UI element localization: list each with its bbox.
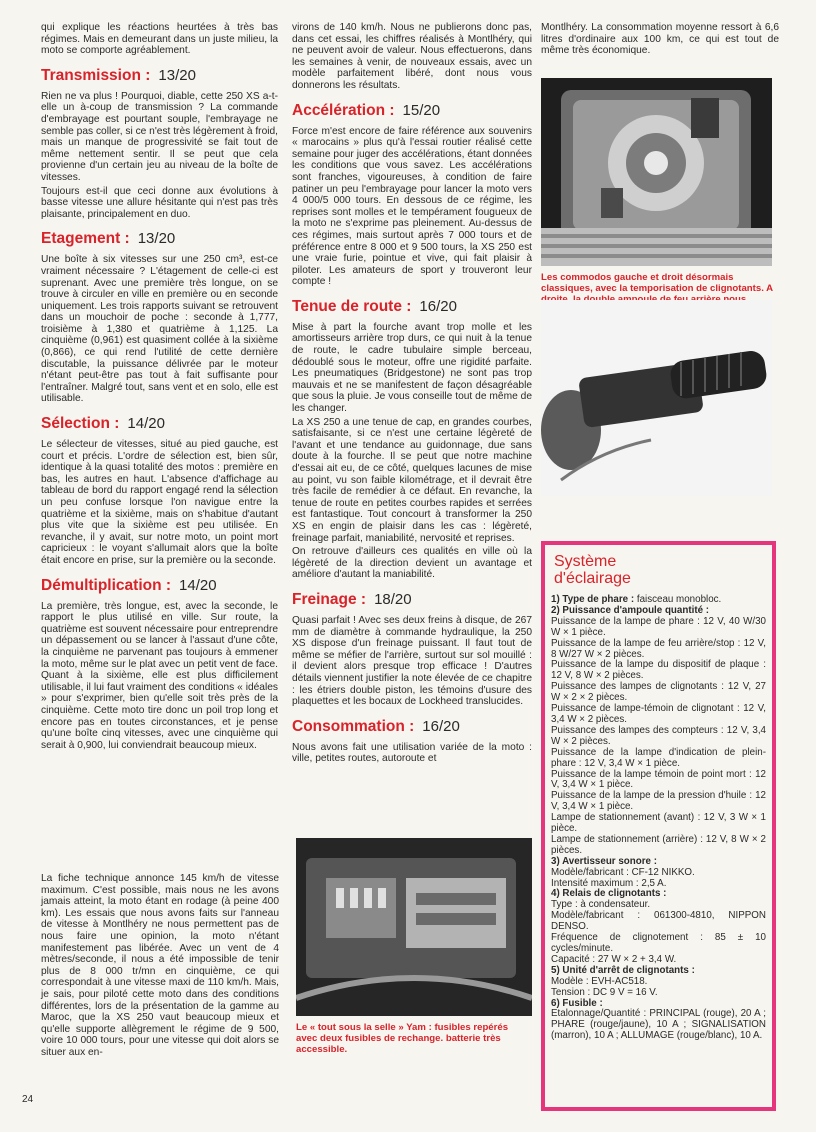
lighting-title-line-2: d'éclairage [554,570,631,587]
acceleration-score: 15/20 [402,101,441,119]
spec-line: Puissance de la lampe de phare : 12 V, 40 W/30 W × 1 pièce. [551,615,766,638]
tenue-para-2: La XS 250 a une tenue de cap, en grandes courbes, satisfaisante, si ce n'est une certaine légèreté de l'avant et une tendance au guidonnage, due sans doute à la fourche. Il se peut que notre machine d'essai ait eu, de ce côté, quelques lacunes de mise au point, vu son faible kilométrage, et il devrait être très facile de remédier à ce défaut. En revanche, la tenue de route en petites courbes rapides et serrées est fantastique. Tout concourt à transformer la 250 XS en engin de plaisir dans les cas : légèreté, freinage parfait, maniabilité, nervosité et reprises. [292,416,532,544]
column-2 [292,22,532,767]
freinage-score: 18/20 [374,590,412,608]
spec-line: Modèle/fabricant : 061300-4810, NIPPON DENSO. [551,910,766,933]
spec-line: Puissance de la lampe du dispositif de plaque : 12 V, 8 W × 2 pièces. [551,659,766,682]
lighting-system-title [554,553,772,587]
tenue-title: Tenue de route : [292,297,412,315]
etagement-score: 13/20 [137,230,176,248]
lighting-spec-list [551,595,766,1042]
column-1 [41,22,278,753]
etagement-heading [41,230,278,248]
spec-line: Fréquence de clignotement : 85 ± 10 cycles/minute. [551,932,766,954]
spec-line: Lampe de stationnement (arrière) : 12 V, 8 W × 2 pièces. [551,833,766,856]
spec-line: Intensité maximum : 2,5 A. [551,877,667,889]
transmission-title: Transmission : [41,66,151,84]
selection-heading [41,415,278,433]
spec-line: 4) Relais de clignotants : [551,888,667,900]
consommation-heading [292,718,532,736]
transmission-para-2: Toujours est-il que ceci donne aux évolutions à basse vitesse une allure hésitante qui n'est pas très plaisante, principalement en duo. [41,185,278,220]
spec-line: Puissance de lampe-témoin de clignotant : 12 V, 3,4 W × 2 pièces. [551,703,766,725]
tenue-heading [292,298,532,316]
selection-score: 14/20 [127,415,165,433]
tenue-score: 16/20 [419,297,457,315]
commodos-caption: Les commodos gauche et droit désormais classiques, avec la temporisation de clignotants. A [541,272,773,294]
transmission-para-1: Rien ne va plus ! Pourquoi, diable, cette 250 XS a-t-elle un à-coup de transmission ? La commande d'embrayage est pourtant souple, l'embrayage ne semble pas coller, si ce n'est très légèrement à froid, mais un manque de progressivité se fait tout de même nettement sentir. Il se peut que cela provienne d'un certain jeu au niveau de la boîte de vitesses. [41,90,278,183]
freinage-para-1: Quasi parfait ! Avec ses deux freins à disque, de 267 mm de diamètre à commande hydraulique, la 250 XS dispose d'un freinage puissant. Il faut tout de même se méfier de l'arrière, surtout sur sol mouillé : il devient alors presque trop efficace ! D'autres détails viennent justifier la note élevée de ce chapitre : les étriers double piston, les témoins d'usure des plaquettes et les bocaux de Lockheed translucides. [292,614,532,708]
consommation-score: 16/20 [422,717,460,735]
consommation-title: Consommation : [292,717,415,735]
selle-caption: Le « tout sous la selle » Yam : fusibles repérés avec deux fusibles de rechange. batterie très accessible. [296,1022,509,1055]
spec-line: Modèle : EVH-AC518. [551,975,648,987]
tenue-para-1: Mise à part la fourche avant trop molle et les amortisseurs arrière trop durs, ce qui nuit à la tenue de route, le cadre tubulaire simple berceau, dédoublé sous le moteur, offre une rigidité parfaite. Les pneumatiques (Bridgestone) ne sont pas trop mauvais et ne se manifestent de façon désagréable que sous la pluie. Je vous conseille tout de même de les changer. [292,321,532,415]
transmission-score: 13/20 [158,66,196,84]
spec-line: Modèle/fabricant : CF-12 NIKKO. [551,866,695,878]
commodo-photo [541,78,772,266]
spec-line: 2) Puissance d'ampoule quantité : [551,604,710,616]
demultiplication-para-1: La première, très longue, est, avec la seconde, le rapport le plus utilisé en ville. Sur route, la quatrième est souvent nécessaire pour entreprendre un dépassement ou se lancer à l'assaut d'une côte, la cinquième ne parvenant pas toujours à emmener la moto, même sur le plat avec un petit vent de face. Quant à la sixième, elle est plus difficilement utilisable, il lui faut vraiment des conditions « idéales » pour s'exprimer, bien qu'elle soit très près de la cinquième. Cette moto tire donc un poil trop long et encore pas en toutes circonstances, et je pense qu'une boîte cinq vitesses, avec une cinquième qui serait à 0,900, lui conviendrait beaucoup mieux. [41,600,278,751]
spec-line: Tension : DC 9 V = 16 V. [551,986,658,998]
spec-line: 6) Fusible : [551,997,603,1009]
spec-line: Puissance de la lampe de feu arrière/stop : 12 V, 8 W/27 W × 2 pièces. [551,637,766,660]
freinage-heading [292,591,532,609]
spec-line: Puissance de la lampe de la pression d'huile : 12 V, 3,4 W × 1 pièce. [551,790,766,813]
page-number: 24 [22,1094,34,1105]
column-3 [541,22,779,59]
spec-line: Capacité : 27 W × 2 + 3,4 W. [551,953,677,965]
selection-title: Sélection : [41,415,120,433]
etagement-para-1: Une boîte à six vitesses sur une 250 cm³, est-ce vraiment nécessaire ? L'étagement de celle-ci est suprenant. Avec une première très longue, on se trouve à circuler en ville en première ou en seconde uniquement. Les trois rapports suivant se retrouvent dans un mouchoir de poche : seconde à 1,777, troisième à 1,380 et quatrième à 1,125. La cinquième (0,961) est quasiment collée à la sixième (0,866), ce qui rend l'utilité de cette dernière discutable, la puissance délivrée par le moteur n'étant peut-être pas tout à fait suffisante pour l'entraîner. Malgré tout, sans vent et en solo, elle est utilisable. [41,254,278,405]
demultiplication-score: 14/20 [179,576,217,594]
spec-line: 3) Avertisseur sonore : [551,855,657,867]
demultiplication-heading [41,577,278,595]
col1-intro: qui explique les réactions heurtées à très bas régimes. Mais en demeurant dans un juste milieu, la moto se comporte agréablement. [41,22,278,57]
acceleration-para-1: Force m'est encore de faire référence aux souvenirs « marocains » plus qu'à l'essai routier réalisé cette semaine pour juger des accélérations, étant données les conditions que vous savez. Les accélérations sont franches, vigoureuses, à condition de faire patiner un peu l'embrayage pour lancer la moto vers 4 000/5 000 tours. En dessous de ce régime, les reprises sont molles et le tempérament fougueux de la moto ne s'exprime pas pleinement. Au-dessus de ces régimes, mais surtout après 7 000 tours et de préférence entre 8 000 et 9 500 tours, la XS 250 est une vraie furie, pointue et vive, qui fait plaisir à piloter. Les amateurs de sport y trouveront leur compte ! [292,125,532,288]
spec-line: Puissance de la lampe d'indication de plein-phare : 12 V, 3,4 W × 1 pièce. [551,746,766,769]
freinage-title: Freinage : [292,590,367,608]
handlebar-photo [541,300,772,496]
spec-line: Lampe de stationnement (avant) : 12 V, 3 W × 1 pièce. [551,812,766,835]
acceleration-heading [292,102,532,120]
spec-line: Puissance des lampes de clignotants : 12 V, 27 W × 2 × 2 pièces. [551,681,766,704]
col3-intro: Montlhéry. La consommation moyenne ressort à 6,6 litres d'ordinaire aux 100 km, ce qui est tout de même très économique. [541,22,779,57]
spec-line: 5) Unité d'arrêt de clignotants : [551,964,695,976]
col2-intro: virons de 140 km/h. Nous ne publierons donc pas, dans cet essai, les chiffres réalisés à Montlhéry, qui ne peuvent avoir de valeur. Nous effectuerons, dans les semaines à venir, de nouveaux essais, avec un modèle parfaitement libéré, dont nous vous donnerons les résultats. [292,22,532,91]
lighting-system-box [541,541,776,1111]
etagement-title: Etagement : [41,230,130,248]
under-seat-photo-graphic [296,838,532,1016]
under-seat-photo [296,838,532,1016]
spec-line: Type : à condensateur. [551,899,651,911]
tenue-para-3: On retrouve d'ailleurs ces qualités en ville où la légèreté de la direction devient un avantage et améliore d'autant la maniabilité. [292,546,532,581]
commodo-photo-graphic [541,78,772,266]
demultiplication-title: Démultiplication : [41,576,172,594]
consommation-para-1: Nous avons fait une utilisation variée de la moto : ville, petites routes, autoroute et [292,741,532,765]
selection-para-1: Le sélecteur de vitesses, situé au pied gauche, est court et précis. L'ordre de sélection est, bien sûr, identique à la quasi totalité des motos : première en bas, les autres en haut. L'absence d'affichage au tableau de bord du rapport engagé rend la sélection un peu confuse lorsque l'on navigue entre la quatrième et la sixième, mais on s'habitue d'autant plus vite que la sixième est peu utilisée. En revanche, il y avait, sur notre moto, un point mort capricieux : le voyant s'allumait alors que la boîte était encore en prise, sur la première ou la seconde. [41,439,278,566]
col1-bottom-text: La fiche technique annonce 145 km/h de vitesse maximum. C'est possible, mais nous ne les avons jamais atteint, la moto étant en rodage (à peine 400 km). Les essais que nous avons faits sur l'anneau de vitesse à Montlhéry ne nous permettent pas de nous faire une opinion, la moto n'étant manifestement pas libérée. Avec un vent de 4 mètres/seconde, il nous a été impossible de tenir plus de 8 000 tr/mn en cinquième, ce qui correspondait à une vitesse maxi de 110 km/h. Mais, je sais, pour piloté cette moto dans des conditions différentes, lors de la présentation de la gamme au Maroc, que la XS 250 vaut beaucoup mieux et qu'elle supporte allègrement le régime de 9 500, voire 10 000 tours, pour une vitesse qui doit alors se situer aux en- [41,873,279,1058]
acceleration-title: Accélération : [292,101,395,119]
lighting-title-line-1: Système [554,553,617,570]
spec-line: 1) Type de phare : faisceau monobloc. [551,594,722,605]
spec-line: Puissance de la lampe témoin de point mort : 12 V, 3,4 W × 1 pièce. [551,768,766,791]
transmission-heading [41,67,278,85]
spec-line: Etalonnage/Quantité : PRINCIPAL (rouge), 20 A ; PHARE (rouge/jaune), 10 A ; SIGNALISATION (marron), 10 A ; ALLUMAGE (rouge/blanc), 10 A. [551,1008,766,1042]
handlebar-photo-graphic [541,300,772,496]
spec-line: Puissance des lampes des compteurs : 12 V, 3,4 W × 2 pièces. [551,724,766,747]
